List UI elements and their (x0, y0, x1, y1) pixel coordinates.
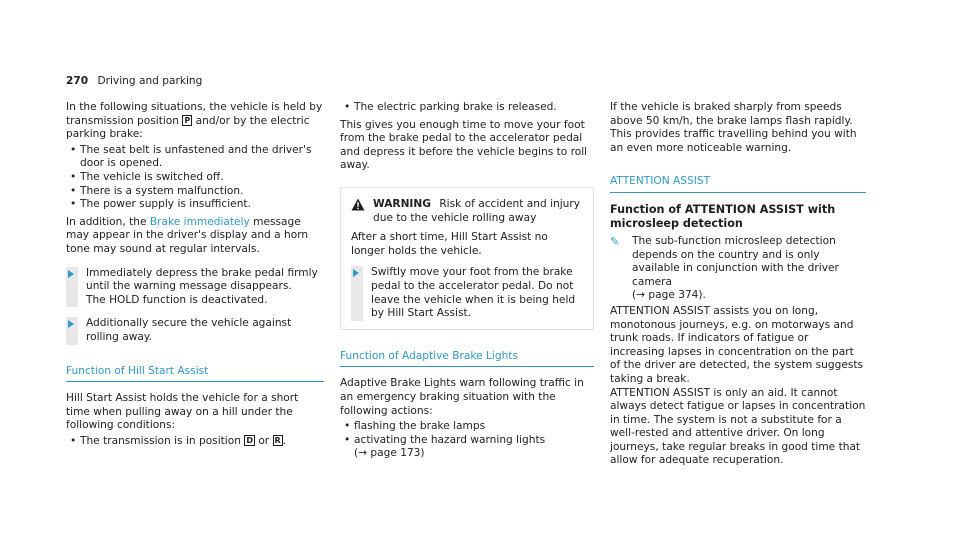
list-item: • The power supply is insufficient. (66, 198, 324, 212)
section-title: Driving and parking (97, 75, 203, 87)
hill-start-paragraph: Hill Start Assist holds the vehicle for a short time when pulling away on a hill under the following conditions: (66, 392, 299, 432)
column-3 (610, 101, 866, 468)
key-d-icon: D (246, 435, 253, 445)
release-list (340, 101, 594, 115)
list-item: • There is a system malfunction. (66, 185, 324, 199)
function-title: Function of ATTENTION ASSIST with microsleep detection (610, 202, 836, 230)
adaptive-brake-lights-paragraph: Adaptive Brake Lights warn following traffic in an emergency braking situation with the following actions: (340, 377, 584, 417)
list-item: • flashing the brake lamps (340, 420, 594, 434)
warning-text: After a short time, Hill Start Assist no longer holds the vehicle. (351, 231, 548, 257)
attention-assist-heading: ATTENTION ASSIST (610, 175, 866, 193)
attention-limit-paragraph: ATTENTION ASSIST is only an aid. It cannot always detect fatigue or lapses in concentration in time. The system is not a substitute for a well-rested and attentive driver. On long journeys, take regular breaks in good time that allow for adequate recuperation. (610, 386, 866, 467)
warning-label: WARNING (373, 197, 431, 210)
info-note-icon: ✎ (610, 234, 620, 248)
warning-triangle-icon (351, 198, 365, 211)
list-item: • The electric parking brake is released. (340, 101, 594, 115)
page-number: 270 (66, 75, 89, 87)
column-2 (340, 101, 594, 465)
hill-start-list (66, 435, 324, 449)
note-block (610, 235, 866, 303)
page-reference-link[interactable]: (→ page 173) (354, 447, 425, 460)
page-header (66, 75, 202, 89)
intro-paragraph: In the following situations, the vehicle is held by transmission position P and/or by the electric parking brake: (66, 101, 323, 141)
step-arrow-icon (66, 317, 78, 344)
brake-flash-paragraph: If the vehicle is braked sharply from speeds above 50 km/h, the brake lamps flash rapidly. This provides traffic travelling behind you with an even more noticeable warning. (610, 101, 857, 154)
key-p-icon: P (184, 115, 191, 125)
list-item: • The vehicle is switched off. (66, 171, 324, 185)
instruction-step: Additionally secure the vehicle against rolling away. (66, 317, 324, 344)
time-paragraph: This gives you enough time to move your foot from the brake pedal to the accelerator pedal and depress it before the vehicle begins to roll away. (340, 118, 588, 172)
column-1 (66, 101, 324, 452)
key-r-icon: R (274, 435, 281, 445)
step-arrow-icon (66, 267, 78, 308)
attention-paragraph: ATTENTION ASSIST assists you on long, monotonous journeys, e.g. on motorways and trunk roads. If indicators of fatigue or increasing lapses in concentration on the part of the driver are detected, the system suggests taking a break. (610, 304, 864, 385)
page-reference-link[interactable]: (→ page 374). (632, 289, 706, 302)
list-item: • The transmission is in position D or R . (66, 435, 324, 449)
hill-start-assist-heading: Function of Hill Start Assist (66, 365, 324, 383)
instruction-step: Swiftly move your foot from the brake pedal to the accelerator pedal. Do not leave the vehicle when it is being held by Hill Start Assist. (351, 266, 583, 320)
actions-list (340, 420, 594, 461)
note-text: The sub-function microsleep detection depends on the country and is only available in conjunction with the driver camera (632, 234, 839, 288)
list-item: • The seat belt is unfastened and the driver's door is opened. (66, 144, 324, 171)
instruction-step: Immediately depress the brake pedal firmly until the warning message disappears. The HOLD function is deactivated. (66, 267, 324, 308)
step-arrow-icon (351, 266, 363, 320)
warning-box (340, 187, 594, 330)
list-item: • activating the hazard warning lights (→ page 173) (340, 434, 594, 461)
brake-immediately-link[interactable]: Brake immediately (149, 215, 250, 228)
condition-list (66, 144, 324, 212)
adaptive-brake-lights-heading: Function of Adaptive Brake Lights (340, 350, 594, 368)
warning-title: Risk of accident and injury due to the vehicle rolling away (373, 197, 581, 224)
warning-header (351, 198, 583, 225)
addition-paragraph: In addition, the Brake immediately message may appear in the driver's display and a horn tone may sound at regular intervals. (66, 215, 309, 255)
